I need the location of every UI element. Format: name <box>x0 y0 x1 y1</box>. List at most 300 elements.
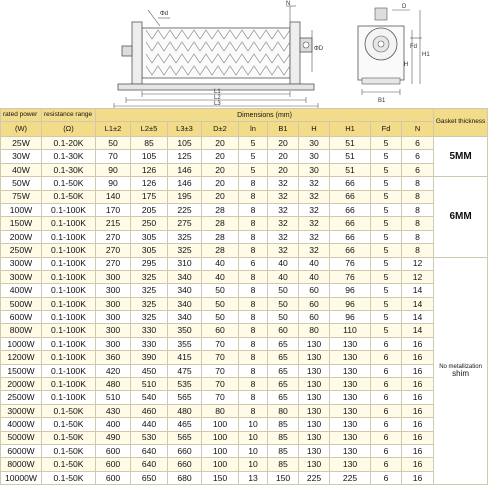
header-row-2 <box>1 122 488 137</box>
table-cell: 6 <box>402 163 434 176</box>
table-cell: 355 <box>168 337 202 350</box>
cell-resistance-range: 0.1-50K <box>42 404 96 417</box>
table-row <box>1 270 488 283</box>
header-dimensions: Dimensions (mm) <box>96 109 434 122</box>
table-cell: 12 <box>402 257 434 270</box>
table-cell: 600 <box>96 471 131 484</box>
table-cell: 130 <box>299 444 330 457</box>
gasket-label: 6MM <box>449 210 472 222</box>
table-cell: 8 <box>239 190 268 203</box>
table-cell: 5 <box>371 150 402 163</box>
table-cell: 66 <box>330 177 371 190</box>
table-cell: 13 <box>239 471 268 484</box>
table-cell: 8 <box>402 177 434 190</box>
table-cell: 6 <box>371 351 402 364</box>
left-terminal <box>122 46 132 56</box>
cell-resistance-range: 0.1-30K <box>42 163 96 176</box>
label-l1: L1 <box>214 89 221 95</box>
cell-rated-power: 25W <box>1 137 42 150</box>
table-cell: 130 <box>299 418 330 431</box>
table-cell: 325 <box>131 311 168 324</box>
table-cell: 5 <box>371 190 402 203</box>
table-cell: 51 <box>330 150 371 163</box>
cell-resistance-range: 0.1-100K <box>42 351 96 364</box>
table-cell: 28 <box>202 244 239 257</box>
resistor-tube <box>142 28 290 78</box>
table-cell: 8 <box>239 337 268 350</box>
table-cell: 565 <box>168 431 202 444</box>
cell-resistance-range: 0.1-50K <box>42 471 96 484</box>
table-cell: 6 <box>371 431 402 444</box>
table-cell: 295 <box>131 257 168 270</box>
table-cell: 325 <box>131 284 168 297</box>
table-row <box>1 217 488 230</box>
cell-rated-power: 600W <box>1 311 42 324</box>
table-cell: 8 <box>239 217 268 230</box>
header-col: ln <box>239 122 268 137</box>
table-cell: 14 <box>402 284 434 297</box>
table-row <box>1 444 488 457</box>
table-cell: 32 <box>268 177 299 190</box>
table-cell: 6 <box>371 391 402 404</box>
table-cell: 10 <box>239 418 268 431</box>
table-cell: 340 <box>168 311 202 324</box>
table-cell: 6 <box>239 257 268 270</box>
table-cell: 65 <box>268 337 299 350</box>
table-cell: 66 <box>330 244 371 257</box>
header-col: L1±2 <box>96 122 131 137</box>
table-cell: 270 <box>96 230 131 243</box>
cell-resistance-range: 0.1-50K <box>42 458 96 471</box>
table-cell: 16 <box>402 418 434 431</box>
table-cell: 330 <box>131 324 168 337</box>
table-cell: 40 <box>268 257 299 270</box>
table-cell: 96 <box>330 297 371 310</box>
table-cell: 5 <box>371 177 402 190</box>
table-cell: 130 <box>299 364 330 377</box>
cell-resistance-range: 0.1-50K <box>42 444 96 457</box>
table-cell: 70 <box>202 364 239 377</box>
table-cell: 85 <box>268 431 299 444</box>
cell-resistance-range: 0.1-100K <box>42 230 96 243</box>
table-cell: 650 <box>131 471 168 484</box>
header-col: B1 <box>268 122 299 137</box>
table-cell: 28 <box>202 217 239 230</box>
resistor-dimension-drawing <box>0 0 488 108</box>
table-cell: 5 <box>239 137 268 150</box>
table-cell: 5 <box>371 257 402 270</box>
header-col: D±2 <box>202 122 239 137</box>
cell-rated-power: 200W <box>1 230 42 243</box>
cell-resistance-range: 0.1-100K <box>42 364 96 377</box>
cell-resistance-range: 0.1-100K <box>42 337 96 350</box>
table-cell: 490 <box>96 431 131 444</box>
table-cell: 8 <box>239 297 268 310</box>
cell-rated-power: 75W <box>1 190 42 203</box>
gasket-label: shim <box>452 368 469 378</box>
table-cell: 32 <box>299 190 330 203</box>
table-cell: 110 <box>330 324 371 337</box>
table-cell: 105 <box>131 150 168 163</box>
end-view-base <box>362 78 400 84</box>
cell-gasket-thickness <box>434 137 488 177</box>
cell-rated-power: 500W <box>1 297 42 310</box>
table-cell: 535 <box>168 378 202 391</box>
table-cell: 130 <box>330 458 371 471</box>
table-cell: 300 <box>96 284 131 297</box>
table-cell: 32 <box>268 244 299 257</box>
left-bracket <box>132 22 142 84</box>
table-cell: 14 <box>402 311 434 324</box>
table-row <box>1 378 488 391</box>
table-cell: 6 <box>402 137 434 150</box>
label-d-small: D <box>402 4 407 10</box>
table-cell: 480 <box>96 378 131 391</box>
header-gasket-thickness: Gasket thickness <box>434 109 488 137</box>
table-cell: 40 <box>299 257 330 270</box>
table-cell: 360 <box>96 351 131 364</box>
table-cell: 80 <box>299 324 330 337</box>
table-cell: 32 <box>268 217 299 230</box>
cell-gasket-thickness <box>434 257 488 485</box>
table-cell: 150 <box>202 471 239 484</box>
table-cell: 8 <box>402 230 434 243</box>
cell-resistance-range: 0.1-20K <box>42 137 96 150</box>
header-resistance-range: resistance range <box>42 109 96 122</box>
table-cell: 40 <box>268 270 299 283</box>
cell-rated-power: 8000W <box>1 458 42 471</box>
table-row <box>1 458 488 471</box>
table-cell: 250 <box>131 217 168 230</box>
table-cell: 300 <box>96 270 131 283</box>
table-cell: 195 <box>168 190 202 203</box>
table-cell: 16 <box>402 391 434 404</box>
table-cell: 430 <box>96 404 131 417</box>
cell-rated-power: 400W <box>1 284 42 297</box>
cell-resistance-range: 0.1-50K <box>42 431 96 444</box>
table-cell: 8 <box>239 203 268 216</box>
table-cell: 76 <box>330 257 371 270</box>
table-cell: 8 <box>239 391 268 404</box>
label-phi-d: Φd <box>160 11 169 17</box>
table-cell: 66 <box>330 203 371 216</box>
table-cell: 215 <box>96 217 131 230</box>
table-cell: 70 <box>202 351 239 364</box>
table-cell: 465 <box>168 418 202 431</box>
table-cell: 16 <box>402 337 434 350</box>
table-cell: 130 <box>330 418 371 431</box>
cell-rated-power: 300W <box>1 257 42 270</box>
table-cell: 51 <box>330 163 371 176</box>
table-cell: 85 <box>268 458 299 471</box>
resistor-spec-table <box>0 108 488 485</box>
table-cell: 20 <box>268 150 299 163</box>
table-cell: 130 <box>330 378 371 391</box>
table-cell: 530 <box>131 431 168 444</box>
cell-resistance-range: 0.1-50K <box>42 190 96 203</box>
table-row <box>1 404 488 417</box>
cell-resistance-range: 0.1-100K <box>42 391 96 404</box>
table-cell: 32 <box>268 203 299 216</box>
table-cell: 90 <box>96 163 131 176</box>
table-cell: 8 <box>239 404 268 417</box>
table-cell: 225 <box>330 471 371 484</box>
header-rated-power: rated power <box>1 109 42 122</box>
table-cell: 12 <box>402 270 434 283</box>
table-cell: 20 <box>202 163 239 176</box>
table-row <box>1 311 488 324</box>
table-cell: 60 <box>202 324 239 337</box>
table-cell: 680 <box>168 471 202 484</box>
cell-rated-power: 100W <box>1 203 42 216</box>
cell-rated-power: 300W <box>1 270 42 283</box>
table-cell: 5 <box>371 137 402 150</box>
table-cell: 10 <box>239 458 268 471</box>
table-cell: 14 <box>402 324 434 337</box>
table-cell: 60 <box>299 284 330 297</box>
cell-rated-power: 1200W <box>1 351 42 364</box>
cell-rated-power: 1500W <box>1 364 42 377</box>
table-cell: 80 <box>202 404 239 417</box>
table-cell: 5 <box>239 163 268 176</box>
table-cell: 126 <box>131 163 168 176</box>
header-row-1 <box>1 109 488 122</box>
table-cell: 100 <box>202 444 239 457</box>
table-cell: 5 <box>371 284 402 297</box>
table-cell: 5 <box>371 270 402 283</box>
cell-resistance-range: 0.1-100K <box>42 311 96 324</box>
table-cell: 96 <box>330 311 371 324</box>
table-cell: 50 <box>96 137 131 150</box>
table-cell: 85 <box>268 418 299 431</box>
label-fd: Fd <box>410 44 418 50</box>
cell-resistance-range: 0.1-100K <box>42 203 96 216</box>
table-cell: 8 <box>239 284 268 297</box>
table-cell: 16 <box>402 351 434 364</box>
right-bracket <box>290 22 300 84</box>
table-cell: 8 <box>402 203 434 216</box>
table-row <box>1 150 488 163</box>
table-row <box>1 471 488 484</box>
table-cell: 350 <box>168 324 202 337</box>
table-cell: 100 <box>202 431 239 444</box>
table-cell: 600 <box>96 444 131 457</box>
table-row <box>1 297 488 310</box>
table-cell: 146 <box>168 163 202 176</box>
table-cell: 32 <box>268 190 299 203</box>
table-cell: 5 <box>371 244 402 257</box>
table-cell: 126 <box>131 177 168 190</box>
table-cell: 100 <box>202 418 239 431</box>
table-cell: 10 <box>239 444 268 457</box>
table-cell: 30 <box>299 163 330 176</box>
table-row <box>1 163 488 176</box>
cell-rated-power: 800W <box>1 324 42 337</box>
table-cell: 415 <box>168 351 202 364</box>
table-cell: 130 <box>330 391 371 404</box>
table-cell: 50 <box>202 297 239 310</box>
table-cell: 40 <box>299 270 330 283</box>
table-cell: 8 <box>239 311 268 324</box>
table-cell: 85 <box>131 137 168 150</box>
table-cell: 28 <box>202 203 239 216</box>
table-cell: 6 <box>371 444 402 457</box>
table-cell: 32 <box>268 230 299 243</box>
table-row <box>1 324 488 337</box>
table-cell: 70 <box>202 337 239 350</box>
cell-resistance-range: 0.1-100K <box>42 270 96 283</box>
table-cell: 65 <box>268 378 299 391</box>
table-cell: 30 <box>299 150 330 163</box>
table-cell: 50 <box>268 284 299 297</box>
table-cell: 130 <box>299 404 330 417</box>
table-cell: 60 <box>299 297 330 310</box>
table-cell: 325 <box>131 270 168 283</box>
cell-resistance-range: 0.1-100K <box>42 244 96 257</box>
table-cell: 170 <box>96 203 131 216</box>
table-row <box>1 431 488 444</box>
table-cell: 90 <box>96 177 131 190</box>
table-cell: 130 <box>299 391 330 404</box>
table-cell: 66 <box>330 190 371 203</box>
table-cell: 30 <box>299 137 330 150</box>
table-cell: 600 <box>96 458 131 471</box>
table-cell: 16 <box>402 404 434 417</box>
table-row <box>1 203 488 216</box>
table-cell: 460 <box>131 404 168 417</box>
cell-resistance-range: 0.1-100K <box>42 257 96 270</box>
table-row <box>1 284 488 297</box>
table-cell: 20 <box>268 137 299 150</box>
cell-rated-power: 4000W <box>1 418 42 431</box>
table-cell: 325 <box>168 244 202 257</box>
cell-rated-power: 1000W <box>1 337 42 350</box>
table-cell: 660 <box>168 444 202 457</box>
header-col: N <box>402 122 434 137</box>
cell-rated-power: 10000W <box>1 471 42 484</box>
table-cell: 70 <box>96 150 131 163</box>
table-cell: 565 <box>168 391 202 404</box>
table-cell: 76 <box>330 270 371 283</box>
table-row <box>1 391 488 404</box>
terminal-hole <box>303 42 309 48</box>
table-cell: 16 <box>402 444 434 457</box>
table-cell: 130 <box>330 337 371 350</box>
table-cell: 100 <box>202 458 239 471</box>
label-phi-D: ΦD <box>314 46 324 52</box>
cell-rated-power: 3000W <box>1 404 42 417</box>
table-cell: 5 <box>371 297 402 310</box>
table-cell: 270 <box>96 244 131 257</box>
header-col: H <box>299 122 330 137</box>
table-cell: 400 <box>96 418 131 431</box>
table-cell: 125 <box>168 150 202 163</box>
table-cell: 8 <box>239 378 268 391</box>
table-cell: 16 <box>402 364 434 377</box>
table-cell: 65 <box>268 351 299 364</box>
table-cell: 14 <box>402 297 434 310</box>
table-cell: 390 <box>131 351 168 364</box>
table-cell: 150 <box>268 471 299 484</box>
table-cell: 6 <box>371 337 402 350</box>
table-cell: 325 <box>168 230 202 243</box>
table-cell: 140 <box>96 190 131 203</box>
table-cell: 130 <box>330 351 371 364</box>
label-h: H <box>404 62 409 68</box>
table-row <box>1 337 488 350</box>
label-b1: B1 <box>378 98 386 104</box>
cell-rated-power: 150W <box>1 217 42 230</box>
table-cell: 6 <box>371 364 402 377</box>
table-cell: 5 <box>239 150 268 163</box>
table-cell: 325 <box>131 297 168 310</box>
table-cell: 16 <box>402 458 434 471</box>
header-power-unit: (W) <box>1 122 42 137</box>
table-cell: 8 <box>402 190 434 203</box>
table-cell: 640 <box>131 444 168 457</box>
table-cell: 6 <box>371 404 402 417</box>
table-cell: 8 <box>402 217 434 230</box>
table-cell: 6 <box>371 458 402 471</box>
table-cell: 330 <box>131 337 168 350</box>
table-cell: 540 <box>131 391 168 404</box>
table-cell: 8 <box>239 230 268 243</box>
table-cell: 28 <box>202 230 239 243</box>
table-cell: 8 <box>402 244 434 257</box>
end-view-terminal <box>375 8 387 20</box>
table-cell: 6 <box>371 418 402 431</box>
table-row <box>1 418 488 431</box>
table-row <box>1 351 488 364</box>
table-row <box>1 257 488 270</box>
table-cell: 6 <box>371 471 402 484</box>
table-cell: 85 <box>268 444 299 457</box>
label-l3: L3 <box>214 101 221 107</box>
table-cell: 40 <box>202 257 239 270</box>
table-cell: 510 <box>96 391 131 404</box>
cell-gasket-thickness <box>434 177 488 257</box>
table-cell: 20 <box>202 177 239 190</box>
table-cell: 8 <box>239 270 268 283</box>
table-cell: 70 <box>202 391 239 404</box>
cell-resistance-range: 0.1-100K <box>42 217 96 230</box>
cell-rated-power: 2000W <box>1 378 42 391</box>
table-cell: 130 <box>330 431 371 444</box>
table-cell: 8 <box>239 364 268 377</box>
cell-rated-power: 6000W <box>1 444 42 457</box>
table-row <box>1 190 488 203</box>
table-cell: 175 <box>131 190 168 203</box>
table-cell: 16 <box>402 431 434 444</box>
header-col: L3±3 <box>168 122 202 137</box>
cell-resistance-range: 0.1-100K <box>42 284 96 297</box>
header-col: Fd <box>371 122 402 137</box>
cell-rated-power: 250W <box>1 244 42 257</box>
table-cell: 32 <box>299 177 330 190</box>
table-row <box>1 230 488 243</box>
table-cell: 5 <box>371 324 402 337</box>
table-cell: 305 <box>131 230 168 243</box>
table-cell: 480 <box>168 404 202 417</box>
table-cell: 60 <box>299 311 330 324</box>
table-cell: 130 <box>299 351 330 364</box>
cell-rated-power: 40W <box>1 163 42 176</box>
cell-resistance-range: 0.1-50K <box>42 177 96 190</box>
label-l2: L2 <box>214 95 221 101</box>
table-cell: 50 <box>268 311 299 324</box>
table-cell: 8 <box>239 351 268 364</box>
table-cell: 20 <box>202 150 239 163</box>
